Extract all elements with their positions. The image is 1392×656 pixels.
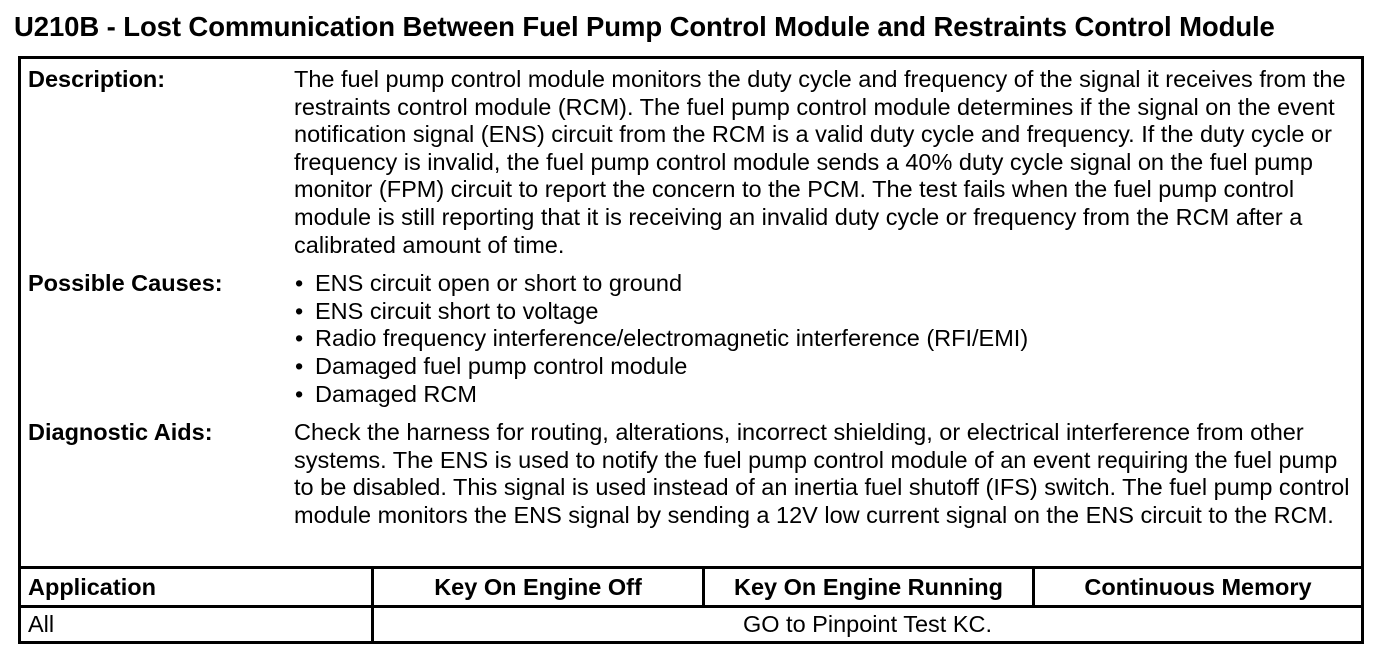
application-table xyxy=(21,566,1361,641)
table-row xyxy=(21,607,1361,642)
possible-causes-list-cell xyxy=(294,259,1361,408)
application-value: All xyxy=(21,607,373,642)
continuous-memory-header: Continuous Memory xyxy=(1034,568,1362,607)
koer-header: Key On Engine Running xyxy=(704,568,1034,607)
list-item: • Radio frequency interference/electromagnetic interference (RFI/EMI) xyxy=(294,325,1353,353)
list-item: • Damaged fuel pump control module xyxy=(294,353,1353,381)
dtc-info-box xyxy=(18,56,1364,644)
list-item: • ENS circuit open or short to ground xyxy=(294,270,1353,298)
application-table-header-row xyxy=(21,568,1361,607)
list-item: • Damaged RCM xyxy=(294,381,1353,409)
description-row xyxy=(21,59,1361,259)
possible-causes-label: Possible Causes: xyxy=(28,270,223,297)
diagnostic-aids-text: Check the harness for routing, alterations, incorrect shielding, or electrical interference from other systems. The ENS is used to notify the fuel pump control module of an event requiring the fuel pump to be disabled. This signal is used instead of an inertia fuel shutoff (IFS) switch. The fuel pump control module monitors the ENS signal by sending a 12V low current signal on the ENS circuit to the RCM. xyxy=(294,419,1350,528)
dtc-details-table xyxy=(21,59,1361,536)
application-header: Application xyxy=(21,568,373,607)
application-table-wrapper xyxy=(21,566,1361,641)
description-label: Description: xyxy=(28,66,166,92)
koeo-header: Key On Engine Off xyxy=(373,568,704,607)
possible-causes-list xyxy=(294,270,1353,408)
page-title: U210B - Lost Communication Between Fuel Pump Control Module and Restraints Control Module xyxy=(14,11,1275,42)
list-item: • ENS circuit short to voltage xyxy=(294,298,1353,326)
possible-causes-row xyxy=(21,259,1361,408)
diagnostic-aids-label: Diagnostic Aids: xyxy=(28,419,213,446)
pinpoint-test-action: GO to Pinpoint Test KC. xyxy=(373,607,1362,642)
description-text: The fuel pump control module monitors the duty cycle and frequency of the signal it receives from the restraints control module (RCM). The fuel pump control module determines if the signal on the event notification signal (ENS) circuit from the RCM is a valid duty cycle and frequency. If the duty cycle or frequency is invalid, the fuel pump control module sends a 40% duty cycle signal on the fuel pump monitor (FPM) circuit to report the concern to the PCM. The test fails when the fuel pump control module is still reporting that it is receiving an invalid duty cycle or frequency from the RCM after a calibrated amount of time. xyxy=(294,66,1346,258)
diagnostic-aids-row xyxy=(21,408,1361,535)
